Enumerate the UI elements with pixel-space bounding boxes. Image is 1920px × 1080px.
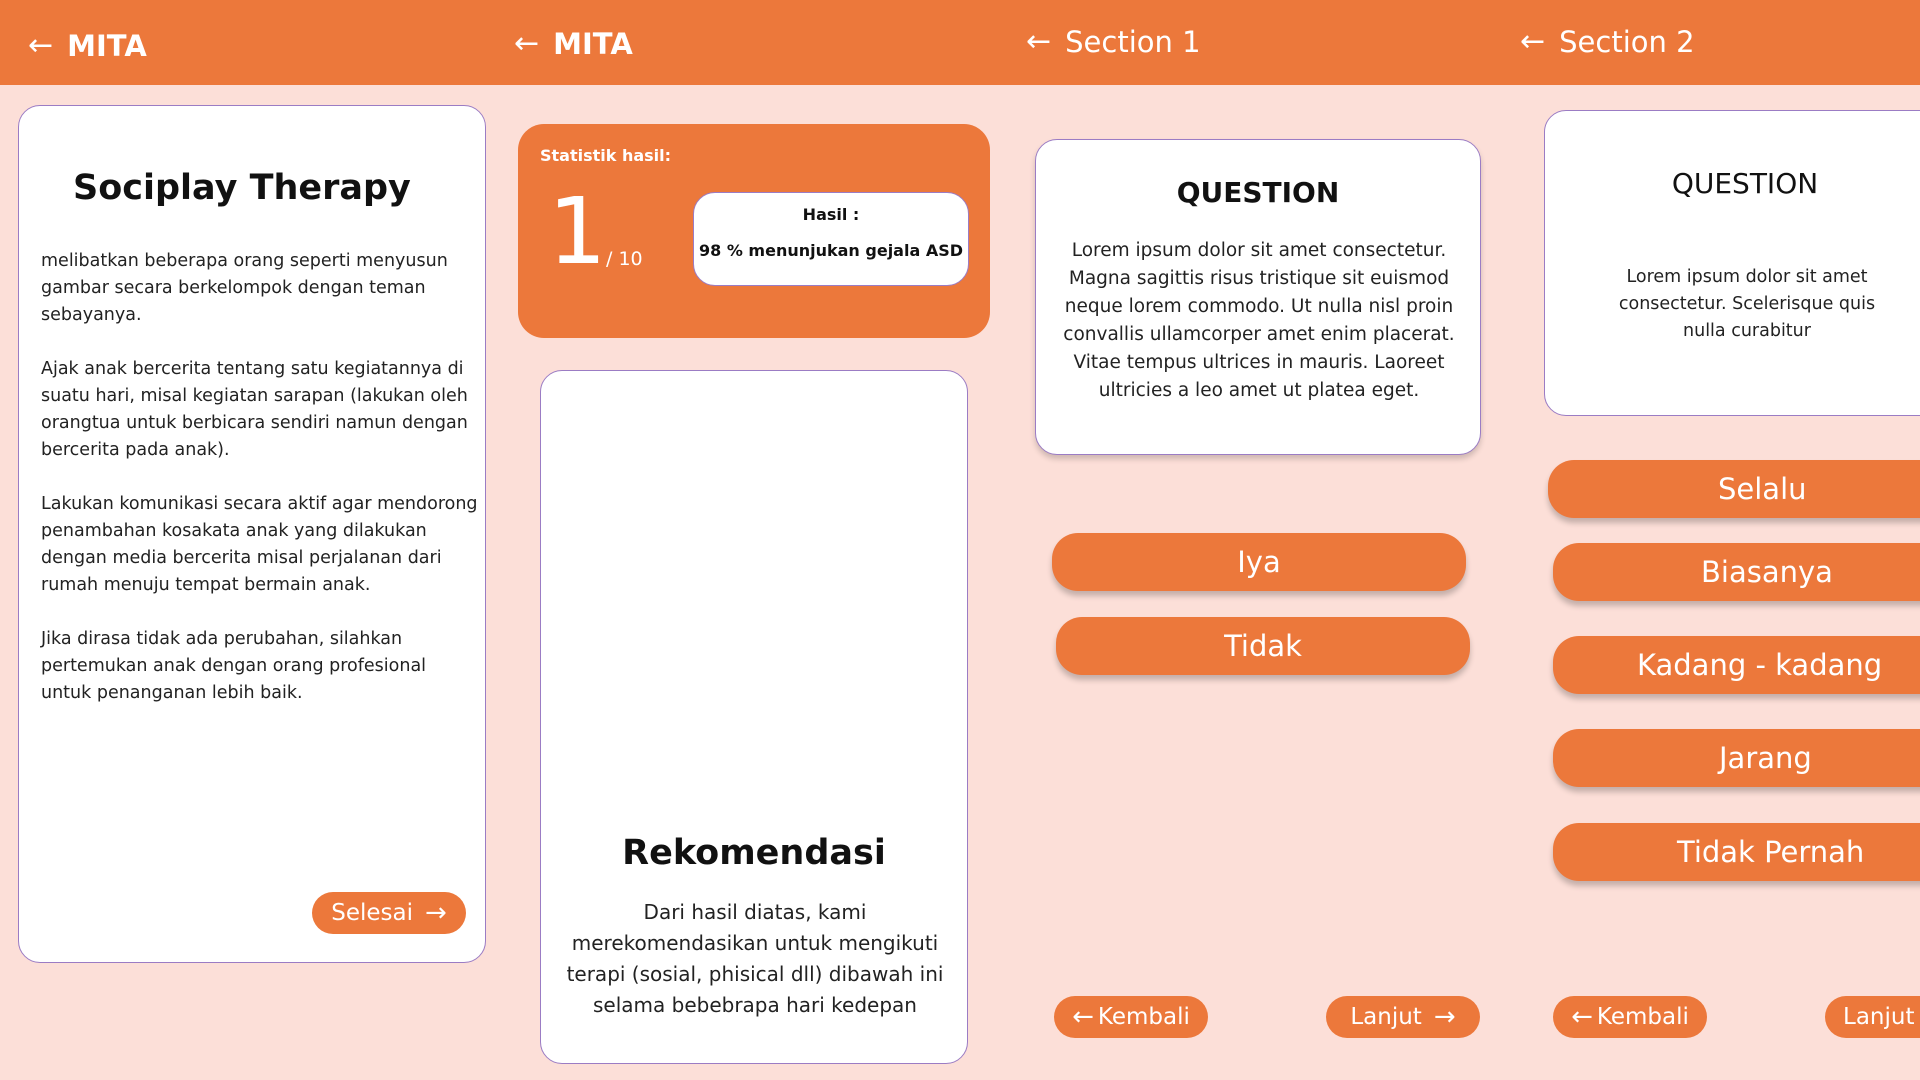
back-label: Kembali: [1097, 1004, 1190, 1030]
answer-option-no[interactable]: Tidak: [1056, 617, 1470, 675]
answer-option-yes[interactable]: Iya: [1052, 533, 1466, 591]
next-label: Lanjut: [1350, 1004, 1422, 1030]
therapy-description: [41, 248, 481, 734]
recommendation-card: [540, 370, 968, 1064]
back-button[interactable]: [1054, 996, 1208, 1038]
arrow-right-icon: →: [1433, 1002, 1456, 1032]
result-value: 98 % menunjukan gejala ASD: [698, 241, 964, 260]
header-title: MITA: [67, 28, 147, 63]
statistics-label: Statistik hasil:: [540, 146, 672, 165]
arrow-right-icon: →: [424, 898, 447, 928]
arrow-left-icon: ←: [1571, 1002, 1593, 1032]
question-text: Lorem ipsum dolor sit amet consectetur. Scelerisque quis nulla curabitur: [1618, 267, 1876, 341]
answer-option-rarely[interactable]: Jarang: [1553, 729, 1920, 787]
statistics-box: [518, 124, 990, 338]
back-arrow-icon[interactable]: ←: [28, 28, 54, 63]
score-total: / 10: [606, 248, 643, 270]
question-title: QUESTION: [1671, 167, 1819, 200]
back-arrow-icon[interactable]: ←: [1026, 24, 1052, 59]
recommendation-title: Rekomendasi: [622, 833, 886, 873]
answer-option-sometimes[interactable]: Kadang - kadang: [1553, 636, 1920, 694]
back-arrow-icon[interactable]: ←: [1520, 24, 1546, 59]
answer-option-usually[interactable]: Biasanya: [1553, 543, 1920, 601]
answer-option-never[interactable]: Tidak Pernah: [1553, 823, 1920, 881]
panel1-header: [28, 28, 147, 63]
question-title: QUESTION: [1176, 176, 1340, 209]
panel2-header: [514, 26, 633, 61]
therapy-card: [18, 105, 486, 963]
next-button[interactable]: [1326, 996, 1480, 1038]
arrow-left-icon: ←: [1072, 1002, 1094, 1032]
therapy-paragraph: melibatkan beberapa orang seperti menyusun gambar secara berkelompok dengan teman sebayanya.: [41, 251, 448, 325]
header-title: Section 2: [1559, 24, 1695, 59]
next-button[interactable]: [1825, 996, 1920, 1038]
finish-label: Selesai: [331, 900, 413, 926]
next-label: Lanjut: [1843, 1004, 1915, 1030]
therapy-title: Sociplay Therapy: [73, 168, 411, 208]
back-button[interactable]: [1553, 996, 1707, 1038]
panel4-header: [1520, 24, 1695, 59]
question-card: [1544, 110, 1920, 416]
panel3-header: [1026, 24, 1201, 59]
result-box: [693, 192, 969, 286]
score-value: 1: [548, 178, 607, 285]
answer-option-always[interactable]: Selalu: [1548, 460, 1920, 518]
therapy-paragraph: Ajak anak bercerita tentang satu kegiatannya di suatu hari, misal kegiatan sarapan (lakukan oleh orangtua untuk berbicara sendiri namun dengan bercerita pada anak).: [41, 359, 468, 460]
back-arrow-icon[interactable]: ←: [514, 26, 540, 61]
header-title: MITA: [553, 26, 633, 61]
header-title: Section 1: [1065, 24, 1201, 59]
back-label: Kembali: [1596, 1004, 1689, 1030]
result-title: Hasil :: [802, 205, 860, 224]
finish-button[interactable]: [312, 892, 466, 934]
question-text: Lorem ipsum dolor sit amet consectetur. Magna sagittis risus tristique sit euismod neque lorem commodo. Ut nulla nisl proin convallis ullamcorper amet enim placerat. Vitae tempus ultrices in mauris. Laoreet ultricies a leo amet ut platea eget.: [1063, 240, 1455, 401]
recommendation-text: Dari hasil diatas, kami merekomendasikan untuk mengikuti terapi (sosial, phisical dll) dibawah ini selama bebebrapa hari kedepan: [566, 900, 944, 1017]
therapy-paragraph: Jika dirasa tidak ada perubahan, silahkan pertemukan anak dengan orang profesional untuk penanganan lebih baik.: [41, 629, 427, 703]
question-card: [1035, 139, 1481, 455]
therapy-paragraph: Lakukan komunikasi secara aktif agar mendorong penambahan kosakata anak yang dilakukan dengan media bercerita misal perjalanan dari rumah menuju tempat bermain anak.: [41, 494, 478, 595]
